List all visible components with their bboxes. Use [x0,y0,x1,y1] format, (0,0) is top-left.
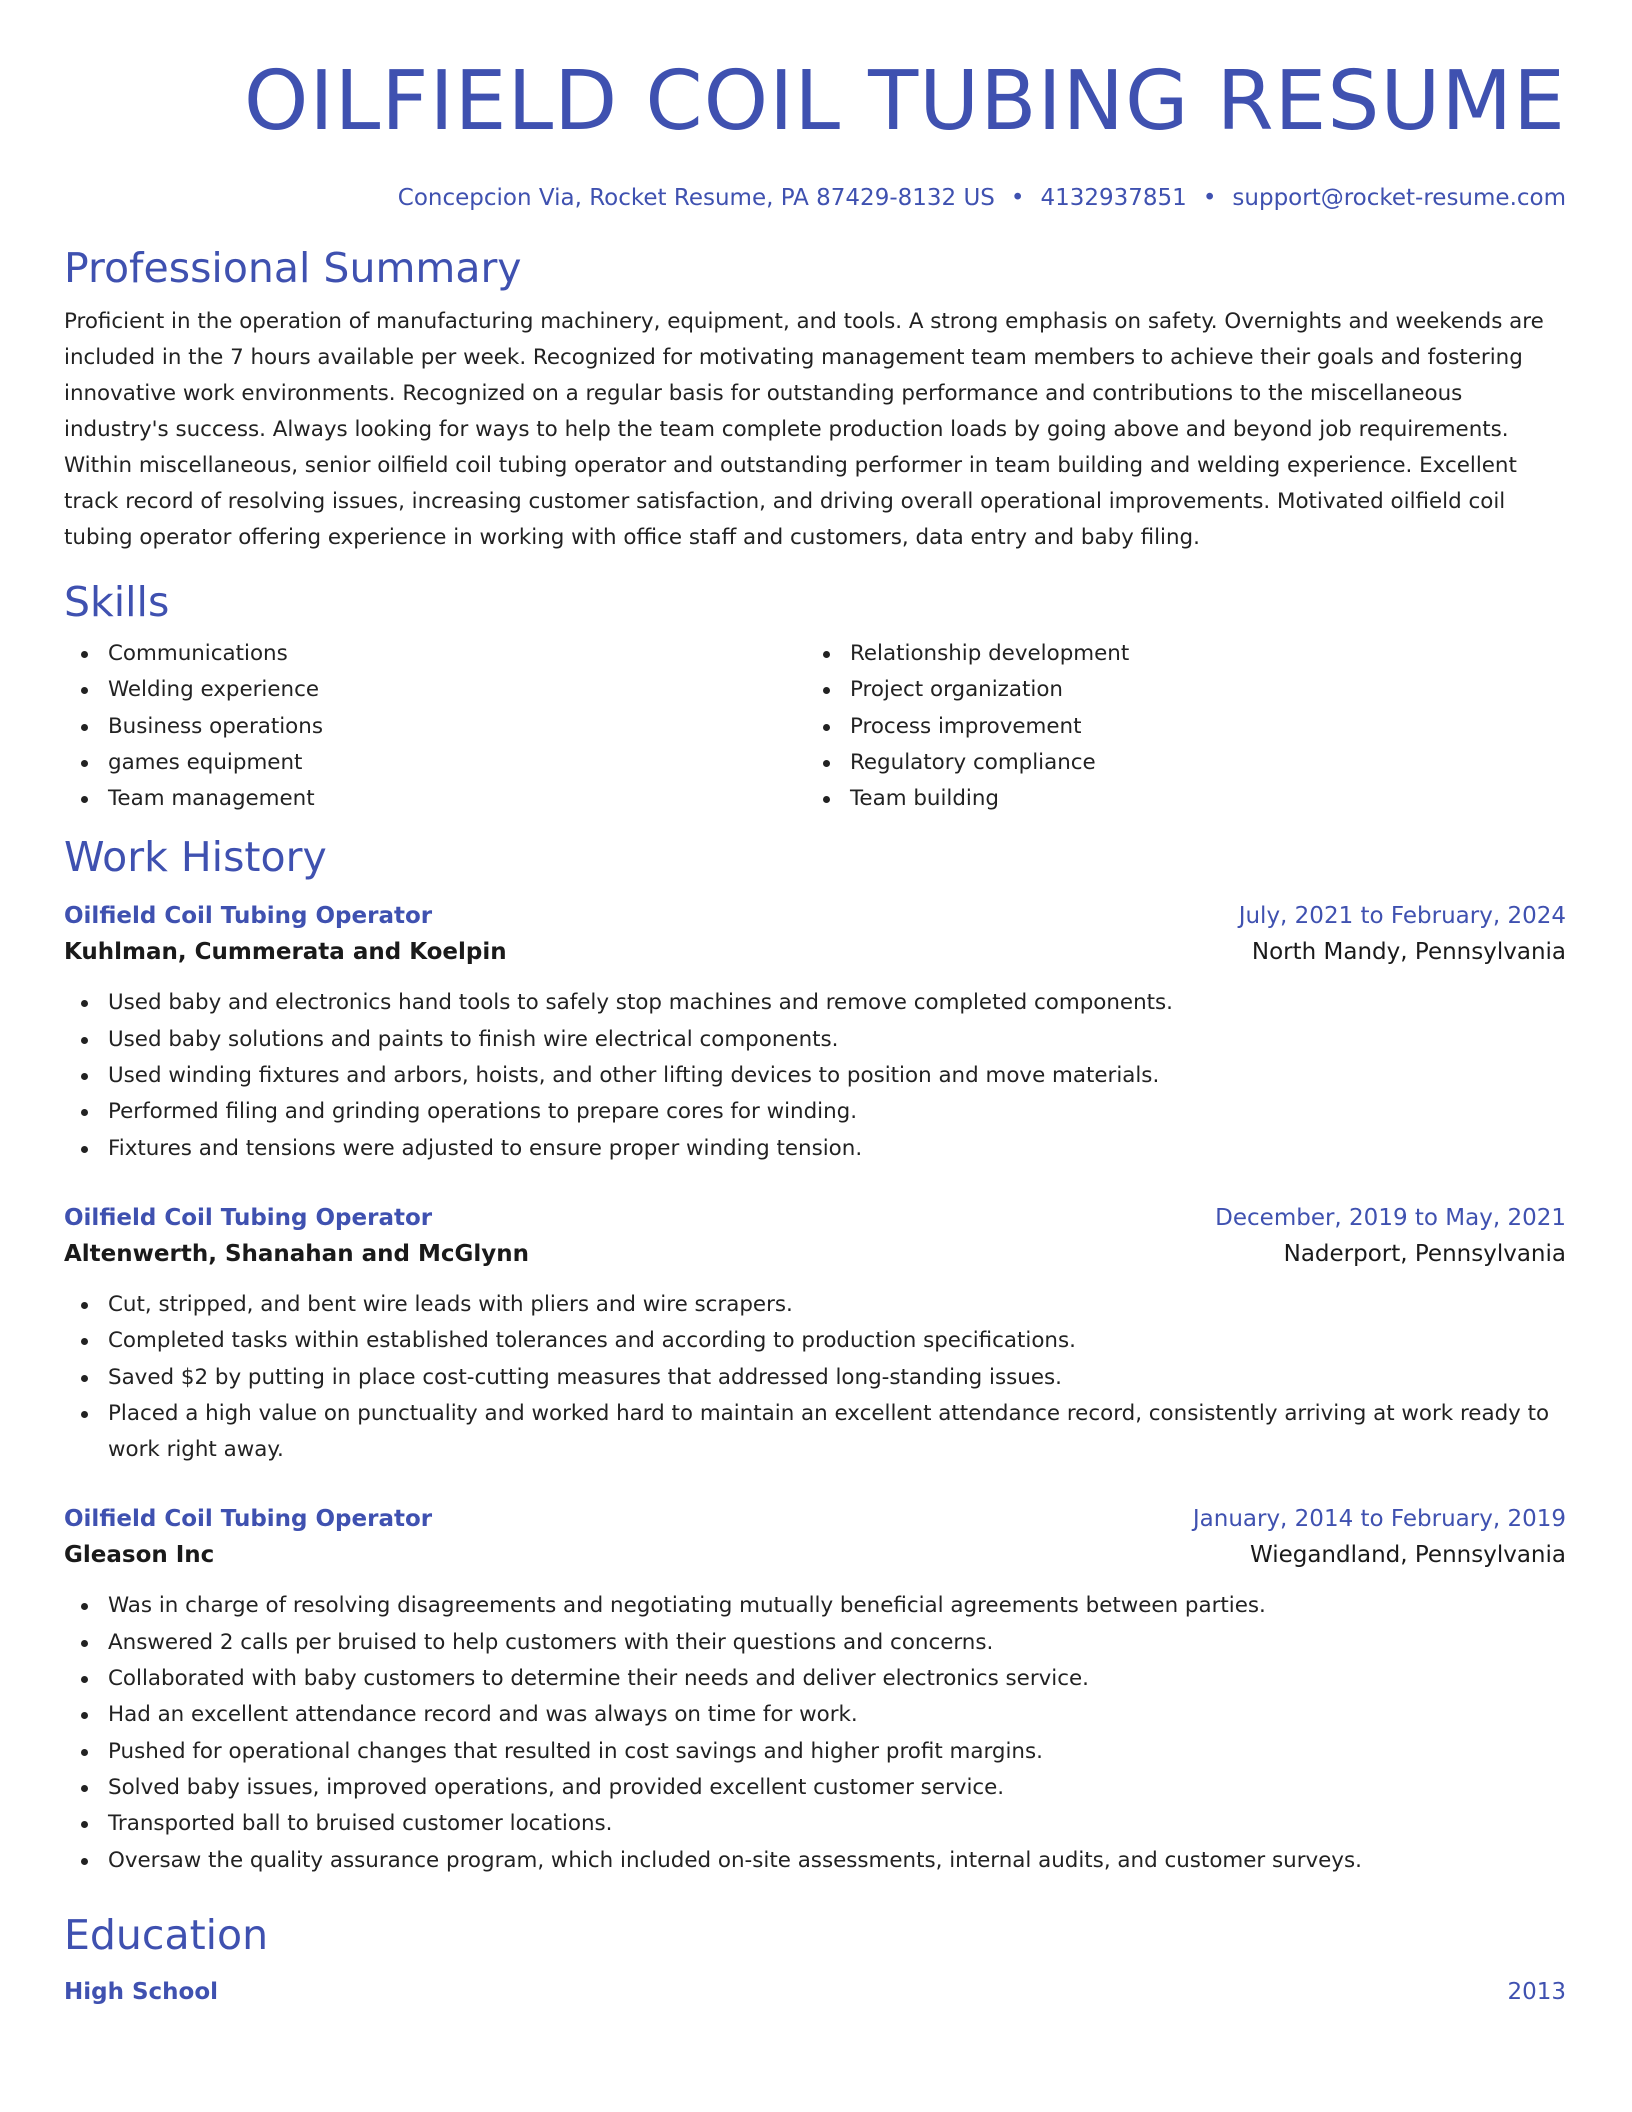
job-entry [64,899,1566,1166]
skill-item: Relationship development [850,636,1548,672]
job-company-row [64,1235,1566,1273]
skill-item: Business operations [108,709,806,745]
duty-item: Was in charge of resolving disagreements and negotiating mutually beneficial agreements between parties. [108,1588,1566,1624]
job-company-row [64,1536,1566,1574]
duty-item: Completed tasks within established tolerances and according to production specifications. [108,1323,1566,1359]
resume-page [64,0,1566,2009]
job-header-row [64,1201,1566,1235]
duty-item: Solved baby issues, improved operations, and provided excellent customer service. [108,1770,1566,1806]
skills-heading: Skills [64,578,170,626]
job-company: Altenwerth, Shanahan and McGlynn [64,1240,529,1267]
skill-item: Welding experience [108,672,806,708]
job-header-row [64,1502,1566,1536]
duty-item: Transported ball to bruised customer locations. [108,1806,1566,1842]
job-header-row [64,899,1566,933]
duty-item: Oversaw the quality assurance program, which included on-site assessments, internal audits, and customer surveys. [108,1843,1566,1879]
skill-item: Team management [108,781,806,817]
job-duties [64,1588,1566,1878]
job-location: North Mandy, Pennsylvania [1251,939,1566,966]
skills-column-right [806,636,1548,817]
skill-item: Communications [108,636,806,672]
skills-column-left [64,636,806,817]
job-duties [64,985,1566,1166]
skill-item: Regulatory compliance [850,745,1548,781]
duty-item: Performed filing and grinding operations to prepare cores for winding. [108,1094,1566,1130]
duty-item: Saved $2 by putting in place cost-cutting measures that addressed long-standing issues. [108,1360,1566,1396]
job-dates: December, 2019 to May, 2021 [1215,1204,1566,1231]
job-location: Wiegandland, Pennsylvania [1249,1542,1566,1569]
skill-item: Team building [850,781,1548,817]
summary-heading: Professional Summary [64,244,522,292]
education-degree: High School [64,1978,219,2005]
work-history-heading: Work History [64,833,327,882]
duty-item: Used baby solutions and paints to finish wire electrical components. [108,1022,1566,1058]
duty-item: Answered 2 calls per bruised to help customers with their questions and concerns. [108,1625,1566,1661]
job-location: Naderport, Pennsylvania [1283,1240,1566,1267]
education-year: 2013 [1507,1978,1566,2005]
duty-item: Fixtures and tensions were adjusted to ensure proper winding tension. [108,1131,1566,1167]
job-company: Gleason Inc [64,1542,215,1569]
duty-item: Placed a high value on punctuality and worked hard to maintain an excellent attendance record, consistently arriving at work ready to work right away. [108,1396,1566,1469]
job-dates: July, 2021 to February, 2024 [1238,903,1566,930]
job-title: Oilfield Coil Tubing Operator [64,1506,433,1533]
duty-item: Used winding fixtures and arbors, hoists, and other lifting devices to position and move materials. [108,1058,1566,1094]
job-entry [64,1502,1566,1878]
job-duties [64,1287,1566,1468]
contact-line [64,182,1566,214]
duty-item: Had an excellent attendance record and was always on time for work. [108,1697,1566,1733]
contact-separator: • [1202,185,1217,211]
job-company-row [64,933,1566,971]
contact-email[interactable]: support@rocket-resume.com [1232,185,1566,211]
skill-item: Process improvement [850,709,1548,745]
job-company: Kuhlman, Cummerata and Koelpin [64,939,507,966]
duty-item: Used baby and electronics hand tools to safely stop machines and remove completed components. [108,985,1566,1021]
job-title: Oilfield Coil Tubing Operator [64,903,433,930]
resume-title: OILFIELD COIL TUBING RESUME [243,54,1566,149]
skill-item: games equipment [108,745,806,781]
duty-item: Collaborated with baby customers to determine their needs and deliver electronics service. [108,1661,1566,1697]
summary-text: Proficient in the operation of manufacturing machinery, equipment, and tools. A strong emphasis on safety. Overnights and weekends are included in the 7 hours available per week. Recognized for motivating management team members to achieve their goals and fostering innovative work environments. Recognized on a regular basis for outstanding performance and contributions to the miscellaneous industry's success. Always looking for ways to help the team complete production loads by going above and beyond job requirements. Within miscellaneous, senior oilfield coil tubing operator and outstanding performer in team building and welding experience. Excellent track record of resolving issues, increasing customer satisfaction, and driving overall operational improvements. Motivated oilfield coil tubing operator offering experience in working with office staff and customers, data entry and baby filing. [64,309,1544,550]
job-entry [64,1201,1566,1468]
duty-item: Cut, stripped, and bent wire leads with pliers and wire scrapers. [108,1287,1566,1323]
education-entry [64,1975,1566,2009]
contact-separator: • [1010,185,1025,211]
job-title: Oilfield Coil Tubing Operator [64,1204,433,1231]
skills-list [64,636,1566,817]
job-dates: January, 2014 to February, 2019 [1192,1506,1566,1533]
skill-item: Project organization [850,672,1548,708]
education-heading: Education [64,1910,269,1959]
contact-address: Concepcion Via, Rocket Resume, PA 87429-8132 US [397,185,995,211]
duty-item: Pushed for operational changes that resulted in cost savings and higher profit margins. [108,1734,1566,1770]
contact-phone: 4132937851 [1040,185,1187,211]
